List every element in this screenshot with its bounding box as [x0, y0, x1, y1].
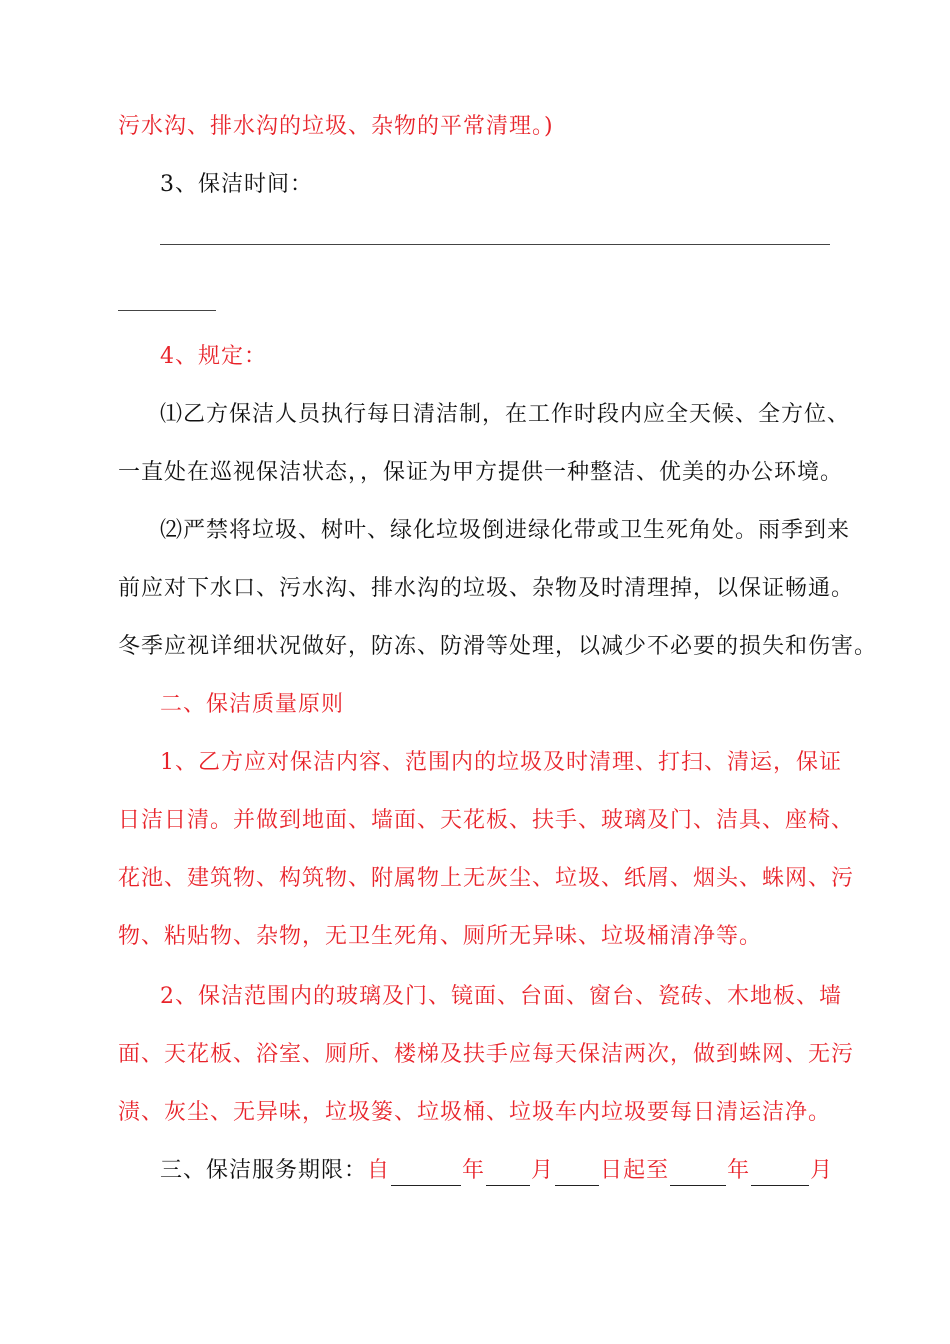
fill-in-line — [160, 244, 830, 245]
paragraph-line: 2、保洁范围内的玻璃及门、镜面、台面、窗台、瓷砖、木地板、墙 — [160, 984, 842, 1009]
paragraph-line: 花池、建筑物、构筑物、附属物上无灰尘、垃圾、纸屑、烟头、蛛网、污 — [118, 866, 855, 891]
blank-month-from — [486, 1161, 530, 1186]
blank-year-from — [391, 1161, 461, 1186]
paragraph-line: 冬季应视详细状况做好，防冻、防滑等处理，以减少不必要的损失和伤害。 — [118, 634, 878, 659]
paragraph-line: 1、乙方应对保洁内容、范围内的垃圾及时清理、打扫、清运，保证 — [160, 750, 842, 775]
term-year-to: 年 — [727, 1158, 751, 1183]
term-year-from: 年 — [462, 1158, 486, 1183]
section-heading-rules: 4、规定： — [160, 344, 267, 369]
paragraph-line: 渍、灰尘、无异味，垃圾篓、垃圾桶、垃圾车内垃圾要每日清运洁净。 — [118, 1100, 832, 1125]
paragraph-line: 污水沟、排水沟的垃圾、杂物的平常清理。) — [118, 114, 554, 139]
service-term-line — [160, 1156, 833, 1186]
paragraph-line: ⑵严禁将垃圾、树叶、绿化垃圾倒进绿化带或卫生死角处。雨季到来 — [160, 518, 851, 543]
blank-day-from — [555, 1161, 599, 1186]
blank-year-to — [670, 1161, 726, 1186]
paragraph-line: 物、粘贴物、杂物，无卫生死角、厕所无异味、垃圾桶清净等。 — [118, 924, 763, 949]
section-heading-quality: 二、保洁质量原则 — [160, 692, 345, 717]
term-month-from: 月 — [531, 1158, 555, 1183]
paragraph-line: 面、天花板、浴室、厕所、楼梯及扶手应每天保洁两次，做到蛛网、无污 — [118, 1042, 855, 1067]
term-month-to: 月 — [810, 1158, 834, 1183]
paragraph-line: ⑴乙方保洁人员执行每日清洁制，在工作时段内应全天候、全方位、 — [160, 402, 851, 427]
paragraph-line: 日洁日清。并做到地面、墙面、天花板、扶手、玻璃及门、洁具、座椅、 — [118, 808, 855, 833]
term-from: 自 — [367, 1158, 391, 1183]
blank-month-to — [751, 1161, 809, 1186]
term-day-to: 日起至 — [600, 1158, 670, 1183]
service-term-label: 三、保洁服务期限： — [160, 1158, 368, 1183]
fill-in-line — [118, 310, 216, 311]
section-heading-cleaning-time: 3、保洁时间： — [160, 172, 313, 197]
paragraph-line: 一直处在巡视保洁状态，，保证为甲方提供一种整洁、优美的办公环境。 — [118, 460, 844, 485]
paragraph-line: 前应对下水口、污水沟、排水沟的垃圾、杂物及时清理掉，以保证畅通。 — [118, 576, 855, 601]
